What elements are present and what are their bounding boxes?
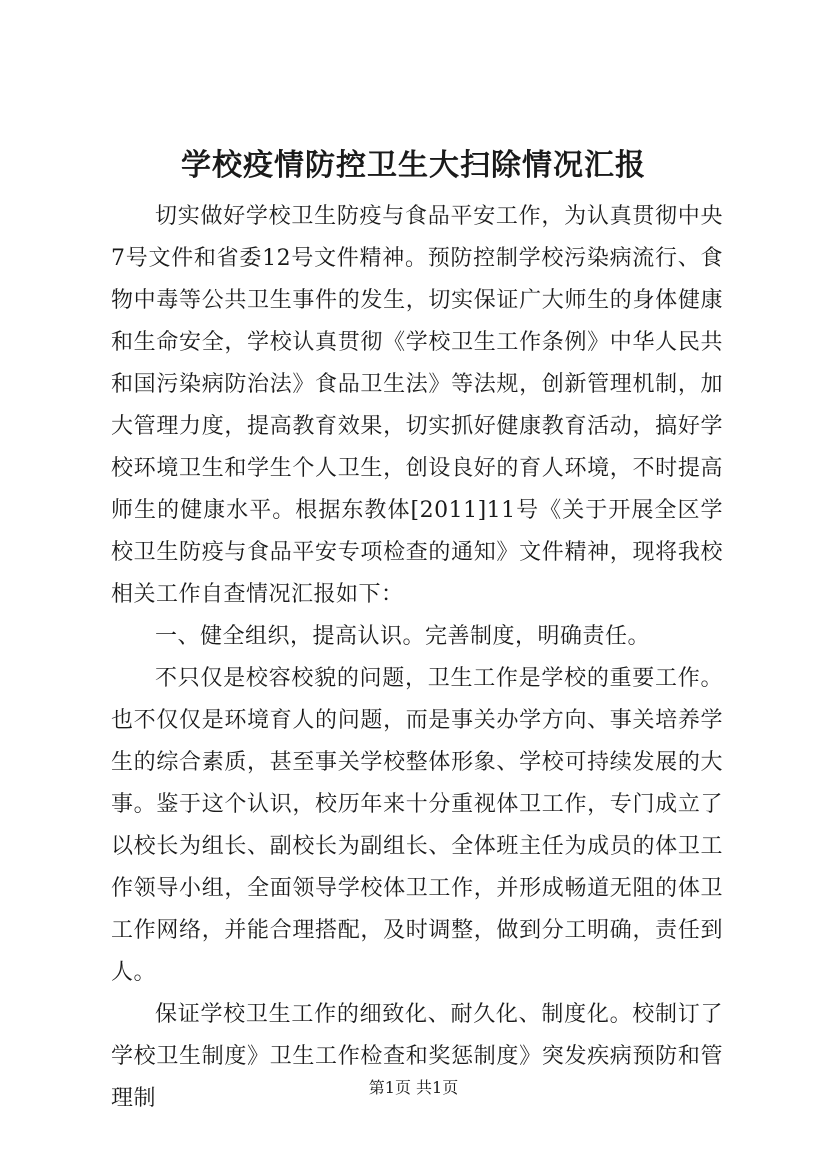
page-footer: 第1页 共1页 xyxy=(368,1078,459,1097)
section-heading-1: 一、健全组织，提高认识。完善制度，明确责任。 xyxy=(155,624,651,649)
paragraph-system: 保证学校卫生工作的细致化、耐久化、制度化。校制订了学校卫生制度》卫生工作检查和奖惩制度》突发疾病预防和管理制 xyxy=(111,1002,723,1111)
paragraph-intro: 切实做好学校卫生防疫与食品平安工作，为认真贯彻中央7号文件和省委12号文件精神。预防控制学校污染病流行、食物中毒等公共卫生事件的发生，切实保证广大师生的身体健康和生命安全，学校认真贯彻《学校卫生工作条例》中华人民共和国污染病防治法》食品卫生法》等法规，创新管理机制，加大管理力度，提高教育效果，切实抓好健康教育活动，搞好学校环境卫生和学生个人卫生，创设良好的育人环境，不时提高师生的健康水平。根据东教体[2011]11号《关于开展全区学校卫生防疫与食品平安专项检查的通知》文件精神，现将我校相关工作自查情况汇报如下： xyxy=(111,204,723,607)
document-title: 学校疫情防控卫生大扫除情况汇报 xyxy=(181,148,646,183)
document-body xyxy=(111,196,723,1120)
paragraph-organization: 不只仅是校容校貌的问题，卫生工作是学校的重要工作。也不仅仅是环境育人的问题，而是事关办学方向、事关培养学生的综合素质，甚至事关学校整体形象、学校可持续发展的大事。鉴于这个认识，校历年来十分重视体卫工作，专门成立了以校长为组长、副校长为副组长、全体班主任为成员的体卫工作领导小组，全面领导学校体卫工作，并形成畅道无阻的体卫工作网络，并能合理搭配，及时调整，做到分工明确，责任到人。 xyxy=(111,666,723,985)
